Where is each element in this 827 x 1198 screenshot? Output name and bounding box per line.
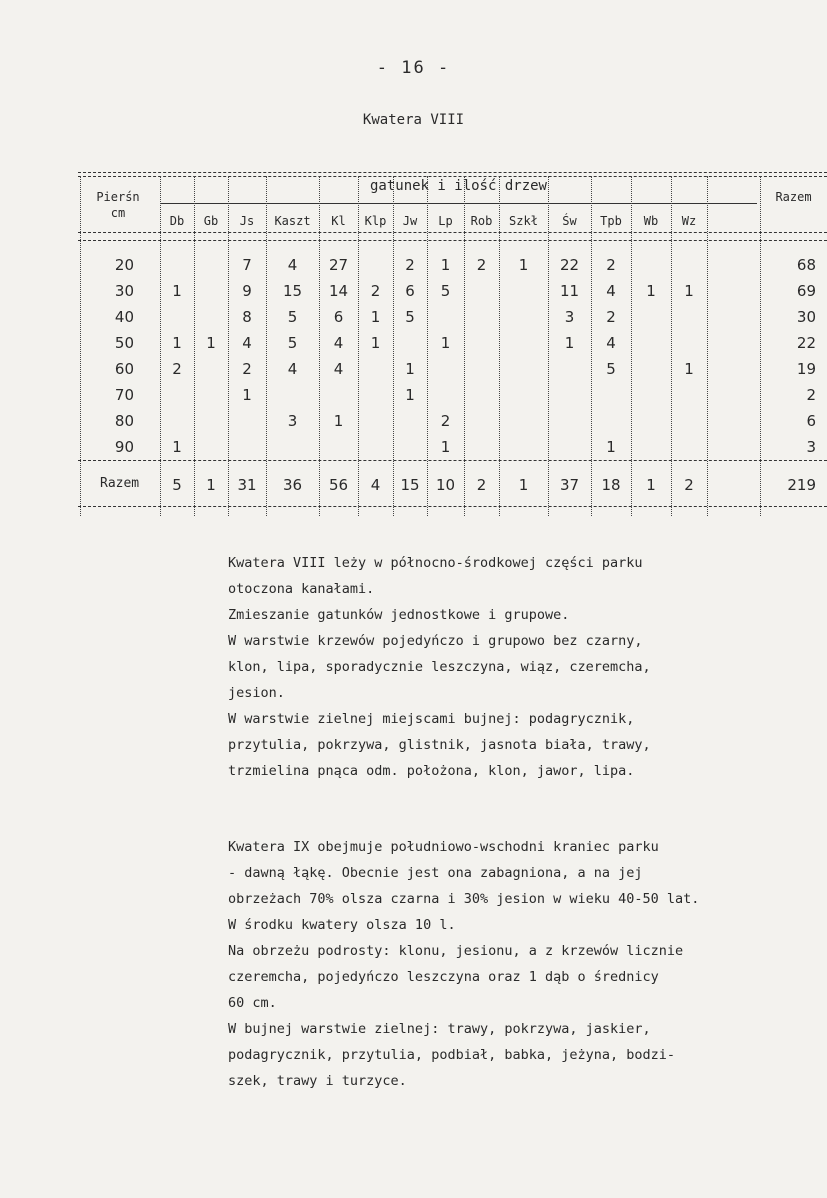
table-row-total: 6 bbox=[806, 412, 816, 430]
table-cell: 3 bbox=[564, 308, 575, 326]
table-cell: 2 bbox=[405, 256, 415, 274]
table-cell: 4 bbox=[242, 334, 252, 352]
text-line: trzmielina pnąca odm. położona, klon, jawor, lipa. bbox=[228, 763, 635, 779]
table-cell: 1 bbox=[440, 334, 451, 352]
table-cell: 2 bbox=[606, 256, 616, 274]
text-line: przytulia, pokrzywa, glistnik, jasnota biała, trawy, bbox=[228, 737, 651, 753]
table-cell: 8 bbox=[242, 308, 252, 326]
body-bottom-rule bbox=[78, 460, 827, 461]
table-cell: 1 bbox=[172, 282, 182, 300]
table-cell: 2 bbox=[476, 476, 487, 494]
text-line: szek, trawy i turzyce. bbox=[228, 1073, 407, 1089]
paragraph-kwatera-ix bbox=[228, 834, 818, 1094]
table-cell: 14 bbox=[328, 282, 349, 300]
group-header-rule bbox=[160, 203, 757, 204]
species-header: Db bbox=[169, 214, 185, 228]
table-cell: 4 bbox=[606, 334, 616, 352]
table-cell: 2 bbox=[370, 282, 381, 300]
table-cell: 56 bbox=[328, 476, 349, 494]
table-row-total: 19 bbox=[796, 360, 816, 378]
table-row-label: 20 bbox=[114, 256, 134, 274]
table-row-total: 68 bbox=[796, 256, 816, 274]
table-cell: 31 bbox=[237, 476, 257, 494]
table-cell: 1 bbox=[242, 386, 252, 404]
table-cell: 37 bbox=[559, 476, 580, 494]
table-cell: 2 bbox=[172, 360, 182, 378]
table-row-total: 22 bbox=[796, 334, 816, 352]
species-header: Klp bbox=[364, 214, 387, 228]
table-cell: 27 bbox=[328, 256, 349, 274]
table-cell: 10 bbox=[435, 476, 456, 494]
table-row-label: 40 bbox=[114, 308, 134, 326]
table-row-label: 80 bbox=[114, 412, 134, 430]
col-header-unit: cm bbox=[110, 206, 126, 220]
table-cell: 5 bbox=[440, 282, 451, 300]
table-row-total: 2 bbox=[806, 386, 816, 404]
table-cell: 36 bbox=[282, 476, 303, 494]
text-line: W bujnej warstwie zielnej: trawy, pokrzywa, jaskier, bbox=[228, 1021, 651, 1037]
text-line: 60 cm. bbox=[228, 995, 277, 1011]
table-cell: 2 bbox=[476, 256, 487, 274]
table-cell: 5 bbox=[287, 308, 298, 326]
text-line: obrzeżach 70% olsza czarna i 30% jesion w wieku 40-50 lat. bbox=[228, 891, 700, 907]
table-cell: 9 bbox=[242, 282, 252, 300]
species-header: Jw bbox=[402, 214, 418, 228]
summary-row-total: 219 bbox=[787, 476, 816, 494]
table-cell: 1 bbox=[440, 438, 451, 456]
table-cell: 4 bbox=[370, 476, 381, 494]
species-header: Tpb bbox=[600, 214, 622, 228]
species-header: Św bbox=[562, 214, 577, 228]
table-top-rule bbox=[78, 172, 827, 173]
table-cell: 5 bbox=[172, 476, 182, 494]
table-cell: 1 bbox=[440, 256, 451, 274]
species-header: Js bbox=[239, 214, 255, 228]
paragraph-kwatera-viii bbox=[228, 550, 818, 784]
table-cell: 1 bbox=[370, 308, 381, 326]
header-bottom-rule bbox=[78, 232, 827, 233]
table-cell: 1 bbox=[172, 438, 182, 456]
species-header: Wz bbox=[681, 214, 697, 228]
table-cell: 4 bbox=[333, 334, 344, 352]
text-line: Kwatera VIII leży w północno-środkowej części parku bbox=[228, 555, 643, 571]
species-header: Lp bbox=[438, 214, 453, 228]
table-row-total: 69 bbox=[796, 282, 816, 300]
column-divider bbox=[707, 176, 708, 516]
col-header-piersn: Pierśn bbox=[96, 190, 140, 204]
table-row-label: 60 bbox=[114, 360, 134, 378]
table-cell: 4 bbox=[333, 360, 344, 378]
table-cell: 1 bbox=[606, 438, 616, 456]
species-header: Szkł bbox=[509, 214, 538, 228]
table-cell: 2 bbox=[606, 308, 616, 326]
table-row-label: 30 bbox=[114, 282, 134, 300]
species-header: Kaszt bbox=[274, 214, 311, 228]
species-header: Kl bbox=[331, 214, 346, 228]
column-divider bbox=[760, 176, 761, 516]
table-cell: 1 bbox=[518, 256, 529, 274]
species-header: Gb bbox=[203, 214, 219, 228]
group-header: gatunek i ilość drzew bbox=[369, 178, 547, 194]
table-cell: 1 bbox=[646, 476, 656, 494]
summary-row-label: Razem bbox=[100, 476, 140, 491]
species-header: Wb bbox=[643, 214, 659, 228]
text-line: jesion. bbox=[228, 685, 285, 701]
text-line: Na obrzeżu podrosty: klonu, jesionu, a z krzewów licznie bbox=[228, 943, 684, 959]
table-row-total: 3 bbox=[806, 438, 816, 456]
page-number: - 16 - bbox=[376, 58, 451, 78]
text-line: W środku kwatery olsza 10 l. bbox=[228, 917, 456, 933]
table-row-label: 50 bbox=[114, 334, 134, 352]
table-cell: 5 bbox=[405, 308, 415, 326]
table-cell: 18 bbox=[601, 476, 621, 494]
table-cell: 4 bbox=[287, 360, 298, 378]
text-line: W warstwie krzewów pojedyńczo i grupowo bez czarny, bbox=[228, 633, 643, 649]
table-cell: 22 bbox=[559, 256, 580, 274]
table-cell: 1 bbox=[206, 334, 216, 352]
table-row-total: 30 bbox=[796, 308, 816, 326]
table-cell: 1 bbox=[333, 412, 344, 430]
page-title: Kwatera VIII bbox=[362, 112, 465, 128]
text-line: Zmieszanie gatunków jednostkowe i grupowe. bbox=[228, 607, 570, 623]
text-line: klon, lipa, sporadycznie leszczyna, wiąz, czeremcha, bbox=[228, 659, 651, 675]
table-cell: 2 bbox=[440, 412, 451, 430]
table-cell: 11 bbox=[559, 282, 580, 300]
table-row-label: 70 bbox=[114, 386, 134, 404]
table-cell: 5 bbox=[287, 334, 298, 352]
table-cell: 1 bbox=[405, 386, 415, 404]
table-top-rule-2 bbox=[78, 176, 827, 177]
table-cell: 15 bbox=[400, 476, 420, 494]
table-cell: 6 bbox=[333, 308, 344, 326]
table-cell: 3 bbox=[287, 412, 298, 430]
table-cell: 6 bbox=[405, 282, 415, 300]
col-header-razem: Razem bbox=[775, 190, 812, 204]
table-cell: 7 bbox=[242, 256, 252, 274]
table-row-label: 90 bbox=[114, 438, 134, 456]
table-cell: 2 bbox=[242, 360, 252, 378]
header-bottom-rule-2 bbox=[78, 240, 827, 241]
text-line: otoczona kanałami. bbox=[228, 581, 375, 597]
text-line: - dawną łąkę. Obecnie jest ona zabagniona, a na jej bbox=[228, 865, 643, 881]
table-cell: 4 bbox=[606, 282, 616, 300]
table-cell: 1 bbox=[518, 476, 529, 494]
table-cell: 1 bbox=[370, 334, 381, 352]
table-cell: 1 bbox=[684, 360, 694, 378]
table-cell: 1 bbox=[172, 334, 182, 352]
table-cell: 1 bbox=[684, 282, 694, 300]
table-cell: 1 bbox=[646, 282, 656, 300]
table-bottom-rule bbox=[78, 506, 827, 507]
species-table bbox=[78, 166, 827, 518]
table-cell: 2 bbox=[684, 476, 694, 494]
text-line: Kwatera IX obejmuje południowo-wschodni kraniec parku bbox=[228, 839, 659, 855]
table-cell: 1 bbox=[206, 476, 216, 494]
table-cell: 1 bbox=[405, 360, 415, 378]
text-line: W warstwie zielnej miejscami bujnej: podagrycznik, bbox=[228, 711, 635, 727]
species-header: Rob bbox=[470, 214, 493, 228]
table-cell: 1 bbox=[564, 334, 575, 352]
table-cell: 4 bbox=[287, 256, 298, 274]
text-line: podagrycznik, przytulia, podbiał, babka, jeżyna, bodzi- bbox=[228, 1047, 676, 1063]
table-cell: 15 bbox=[282, 282, 303, 300]
table-cell: 5 bbox=[606, 360, 616, 378]
text-line: czeremcha, pojedyńczo leszczyna oraz 1 dąb o średnicy bbox=[228, 969, 659, 985]
